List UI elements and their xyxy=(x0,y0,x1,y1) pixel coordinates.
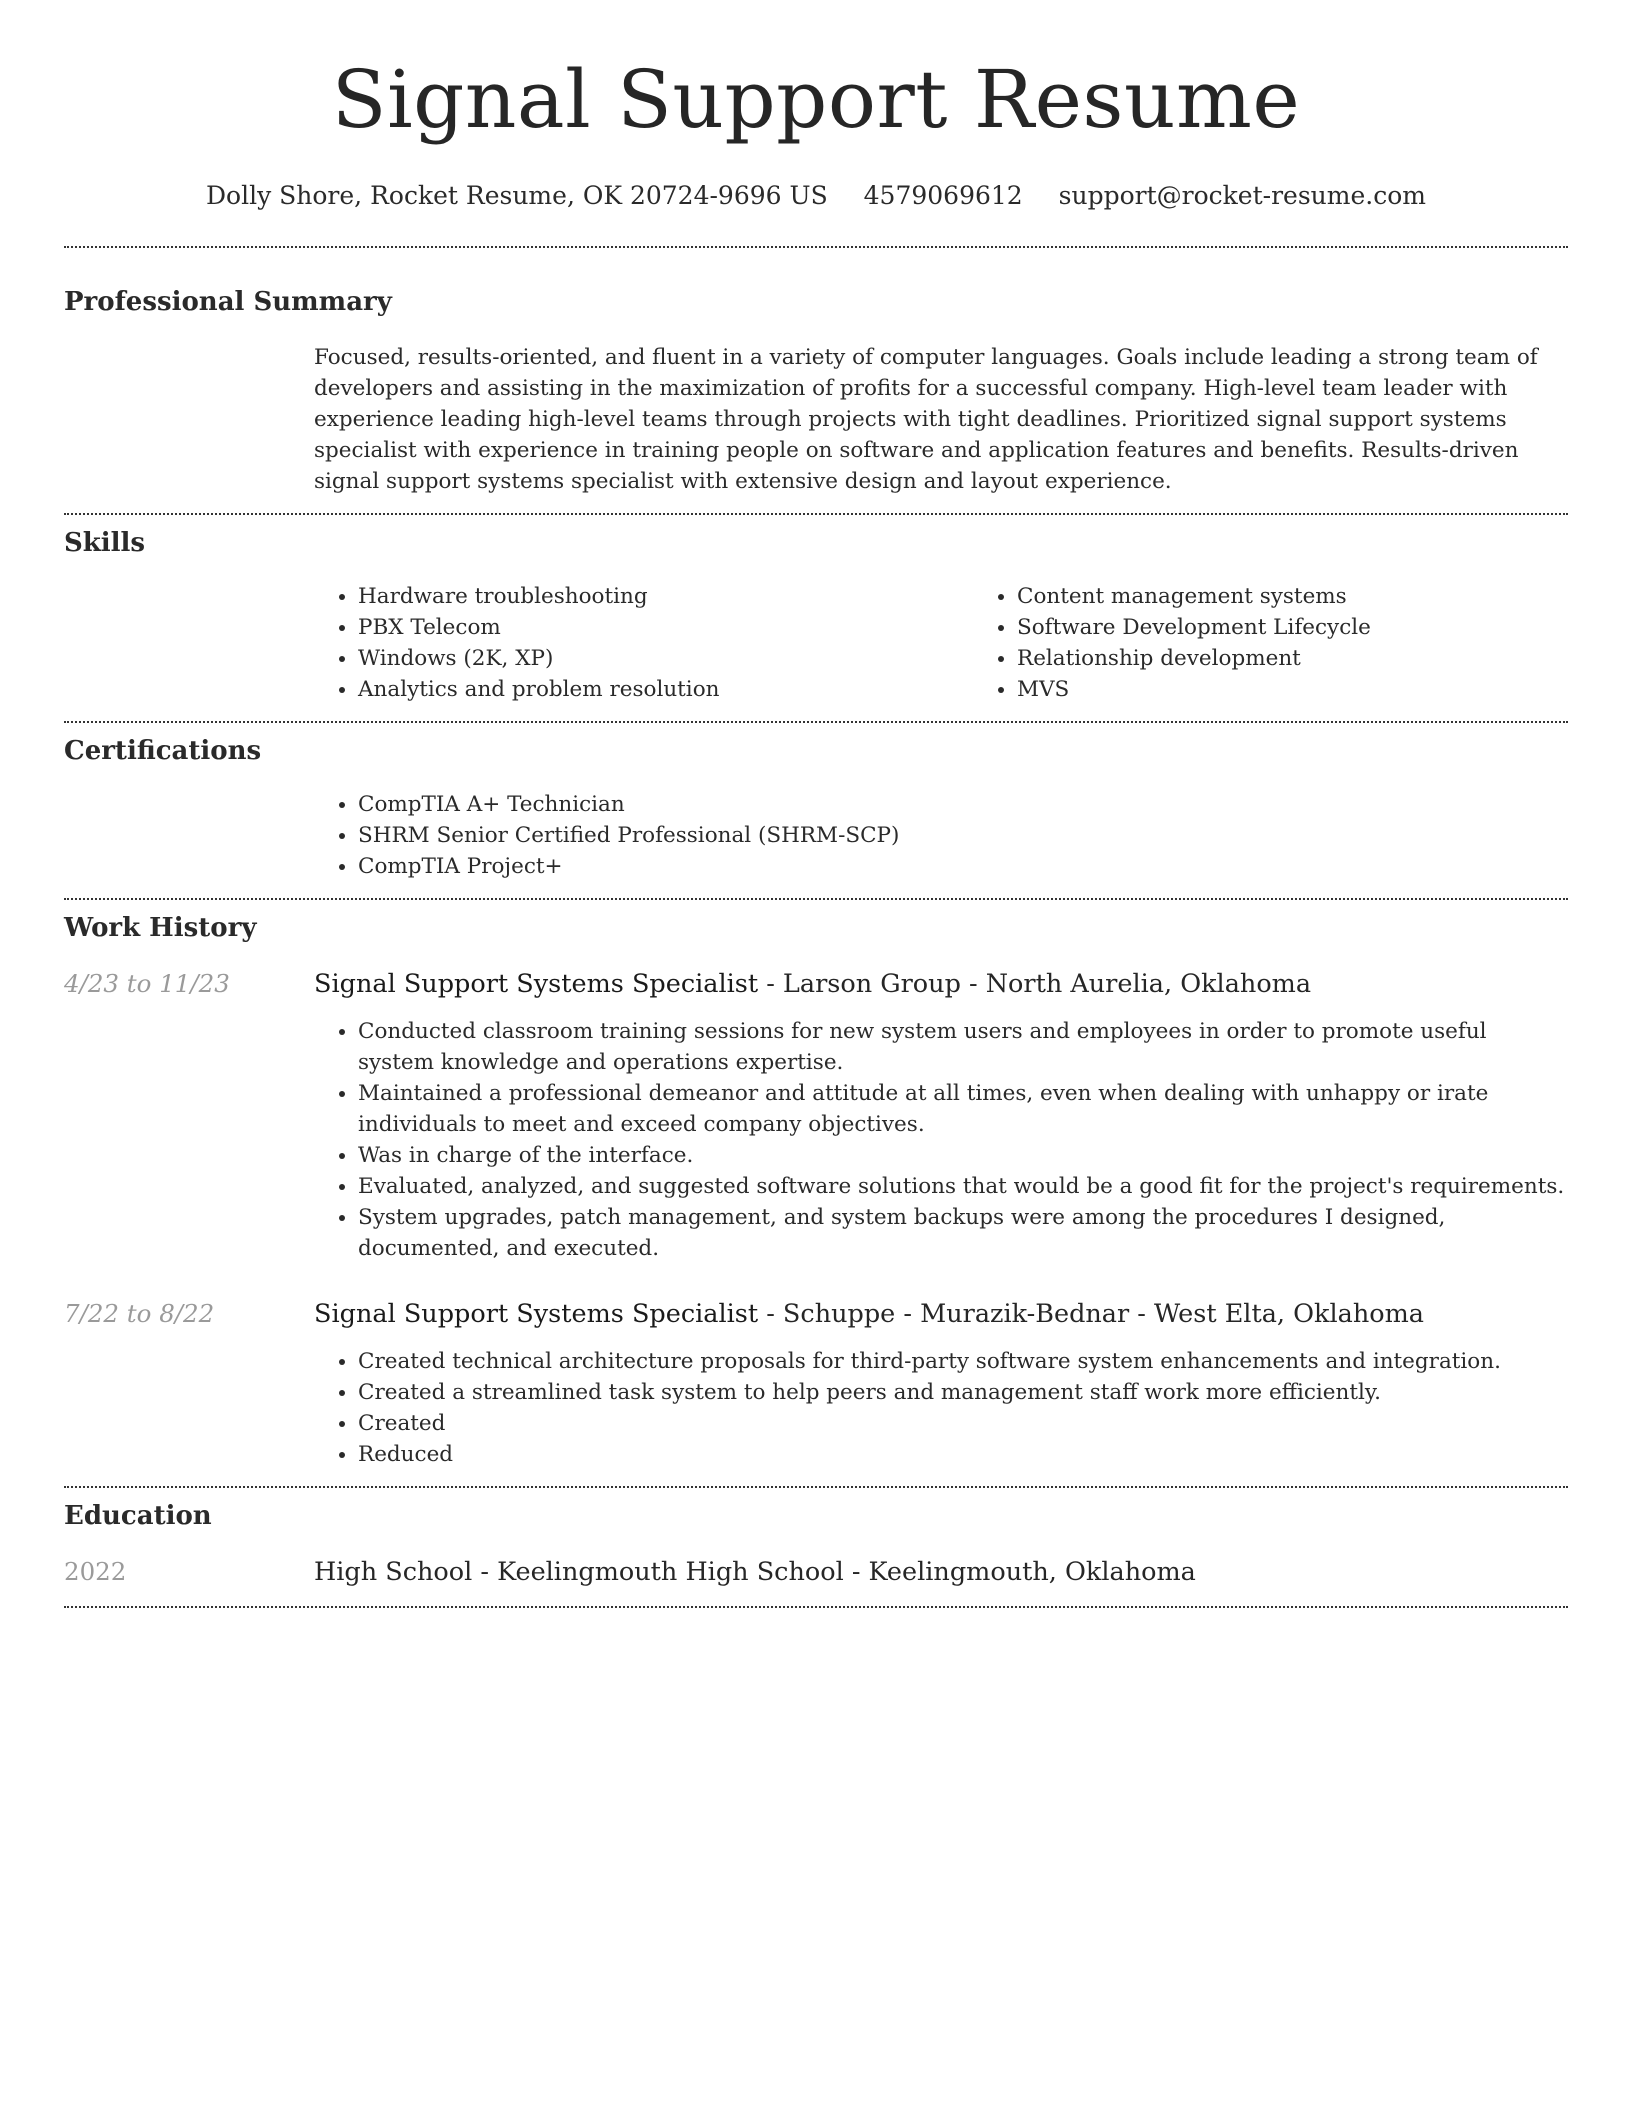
job-dates: 4/23 to 11/23 xyxy=(64,969,230,998)
job-heading xyxy=(314,1298,1568,1330)
work-history-section xyxy=(64,900,1568,1486)
job-bullet: • Was in charge of the interface. xyxy=(358,1140,1568,1171)
education-degree: High School xyxy=(314,1557,473,1587)
divider xyxy=(64,1606,1568,1608)
contact-line xyxy=(64,180,1568,212)
job-role: Signal Support Systems Specialist xyxy=(314,1299,759,1329)
job-bullets xyxy=(314,1016,1568,1264)
job-bullet: • Conducted classroom training sessions for new system users and employees in order to promote useful system knowledge and operations expertise. xyxy=(358,1016,1568,1078)
skill-item: • PBX Telecom xyxy=(358,612,973,643)
skill-item: • Windows (2K, XP) xyxy=(358,643,973,674)
job-bullet: • Created xyxy=(358,1408,1568,1439)
certifications-list xyxy=(314,789,1568,882)
certifications-section xyxy=(64,723,1568,898)
job-role: Signal Support Systems Specialist xyxy=(314,969,759,999)
work-history-heading: Work History xyxy=(64,913,257,943)
job-entry xyxy=(64,968,1568,1264)
job-entry xyxy=(64,1298,1568,1470)
contact-email: support@rocket-resume.com xyxy=(1058,181,1426,210)
skill-item: • Content management systems xyxy=(1017,581,1632,612)
certification-item: • SHRM Senior Certified Professional (SHRM-SCP) xyxy=(358,820,1568,851)
education-entry xyxy=(314,1556,1568,1588)
skills-list-left xyxy=(314,581,973,705)
resume-title: Signal Support Resume xyxy=(331,53,1301,146)
summary-heading: Professional Summary xyxy=(64,287,392,317)
skills-heading: Skills xyxy=(64,528,146,558)
skill-item: • Software Development Lifecycle xyxy=(1017,612,1632,643)
certifications-heading: Certifications xyxy=(64,736,262,766)
job-employer-location: - Schuppe - Murazik-Bednar - West Elta, Oklahoma xyxy=(758,1299,1424,1329)
summary-text: Focused, results-oriented, and fluent in a variety of computer languages. Goals include leading a strong team of developers and assisting in the maximization of profits for a successful company. High-level team leader with experience leading high-level teams through projects with tight deadlines. Prioritized signal support systems specialist with experience in training people on software and application features and benefits. Results-driven signal support systems specialist with extensive design and layout experience. xyxy=(314,345,1538,494)
job-bullet: • System upgrades, patch management, and system backups were among the procedures I designed, documented, and executed. xyxy=(358,1202,1568,1264)
job-bullet: • Reduced xyxy=(358,1439,1568,1470)
job-bullets xyxy=(314,1346,1568,1470)
education-heading: Education xyxy=(64,1501,212,1531)
skill-item: • Analytics and problem resolution xyxy=(358,674,973,705)
job-dates: 7/22 to 8/22 xyxy=(64,1299,215,1328)
skill-item: • Relationship development xyxy=(1017,643,1632,674)
education-section xyxy=(64,1488,1568,1606)
job-heading xyxy=(314,968,1568,1000)
contact-address: Dolly Shore, Rocket Resume, OK 20724-9696 US xyxy=(206,181,828,210)
contact-phone: 4579069612 xyxy=(863,181,1023,210)
skill-item: • Hardware troubleshooting xyxy=(358,581,973,612)
job-bullet: • Created a streamlined task system to help peers and management staff work more efficiently. xyxy=(358,1377,1568,1408)
job-bullet: • Created technical architecture proposals for third-party software system enhancements and integration. xyxy=(358,1346,1568,1377)
skills-section xyxy=(64,515,1568,721)
skill-item: • MVS xyxy=(1017,674,1632,705)
job-employer-location: - Larson Group - North Aurelia, Oklahoma xyxy=(758,969,1312,999)
certification-item: • CompTIA A+ Technician xyxy=(358,789,1568,820)
job-bullet: • Maintained a professional demeanor and attitude at all times, even when dealing with unhappy or irate individuals to meet and exceed company objectives. xyxy=(358,1078,1568,1140)
education-school-location: - Keelingmouth High School - Keelingmouth, Oklahoma xyxy=(472,1557,1196,1587)
education-year: 2022 xyxy=(64,1557,127,1586)
job-bullet: • Evaluated, analyzed, and suggested software solutions that would be a good fit for the project's requirements. xyxy=(358,1171,1568,1202)
skills-list-right xyxy=(973,581,1632,705)
certification-item: • CompTIA Project+ xyxy=(358,851,1568,882)
summary-section xyxy=(64,248,1568,513)
